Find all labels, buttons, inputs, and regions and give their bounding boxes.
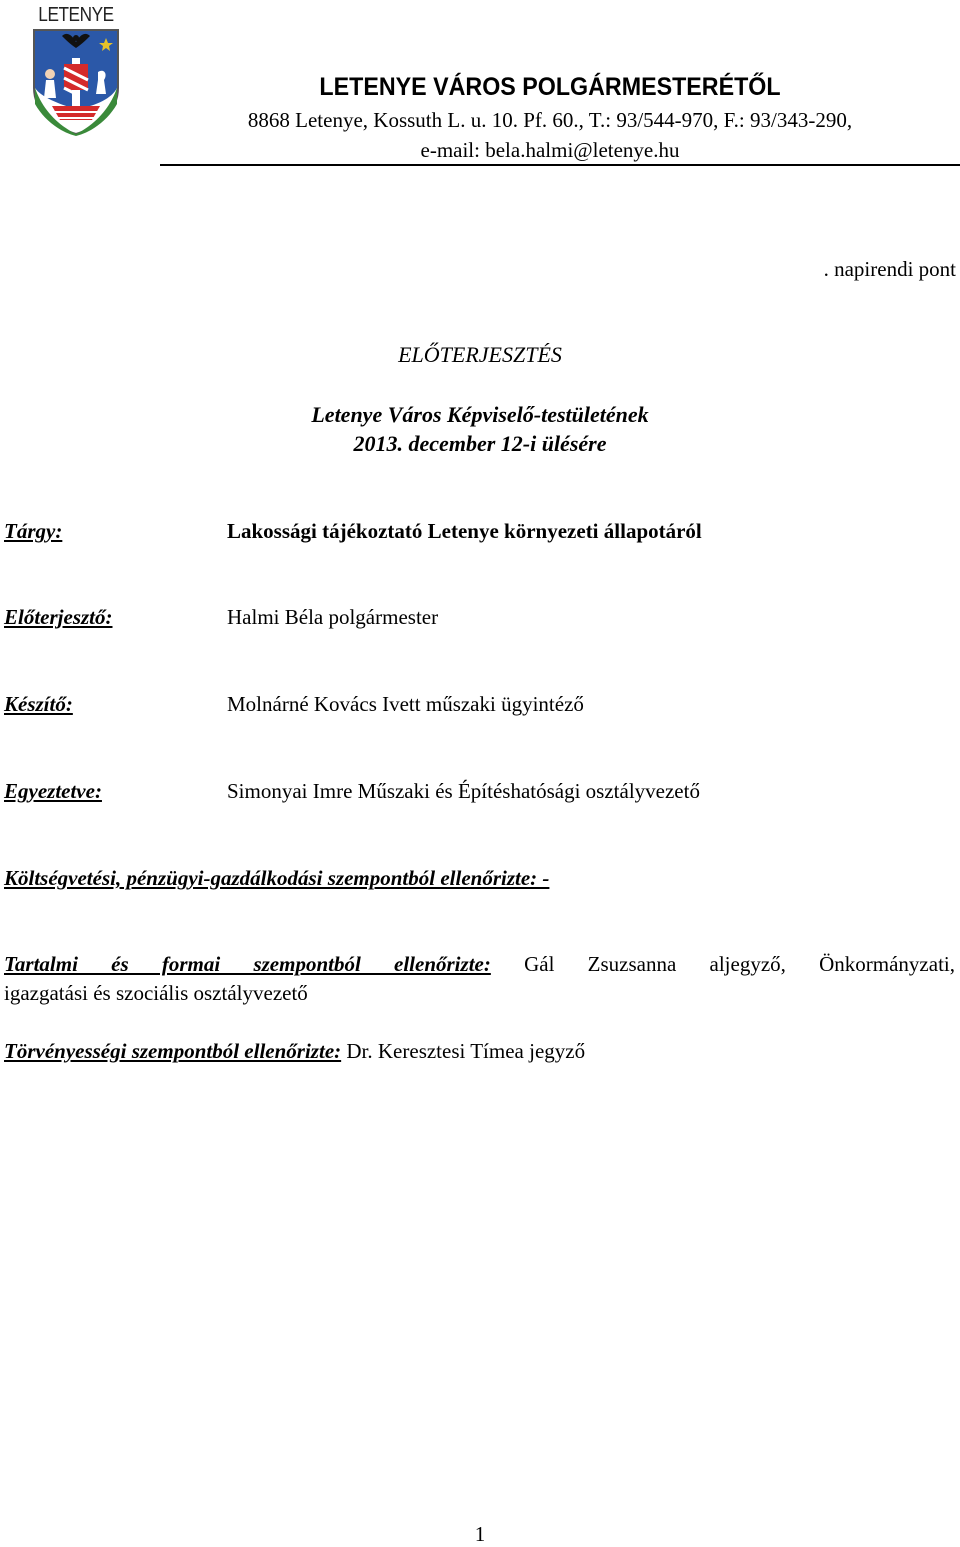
coat-of-arms-icon [32,28,120,136]
document-title: ELŐTERJESZTÉS [398,342,562,367]
submitter-value: Halmi Béla polgármester [227,605,439,629]
agenda-point: . napirendi pont [823,257,956,281]
header-title: LETENYE VÁROS POLGÁRMESTERÉTŐL [319,73,781,101]
coordinated-label: Egyeztetve: [4,779,102,803]
header-email: e-mail: bela.halmi@letenye.hu [420,138,680,162]
subject-label: Tárgy: [4,519,63,543]
submitter-label: Előterjesztő: [4,605,113,629]
content-check-value-line2: igazgatási és szociális osztályvezető [4,981,308,1005]
document-subtitle-line1: Letenye Város Képviselő-testületének [311,402,649,427]
page-number: 1 [474,1522,486,1546]
content-check [4,950,955,1008]
content-check-value-line1: Gál Zsuzsanna aljegyző, Önkormányzati, [524,952,955,976]
preparer-value: Molnárné Kovács Ivett műszaki ügyintéző [227,692,584,716]
logo-text: LETENYE [38,4,114,26]
content-check-label: Tartalmi és formai szempontból ellenőrizte: [4,952,491,976]
document-subtitle-line2: 2013. december 12-i ülésére [353,431,607,456]
coordinated-value: Simonyai Imre Műszaki és Építéshatósági osztályvezető [227,779,700,803]
city-logo [28,4,124,136]
legal-check-label: Törvényességi szempontból ellenőrizte: [4,1039,342,1063]
legal-check [4,1037,955,1066]
legal-check-value: Dr. Keresztesi Tímea jegyző [346,1039,586,1063]
budget-check [4,864,955,893]
header-address: 8868 Letenye, Kossuth L. u. 10. Pf. 60., T.: 93/544-970, F.: 93/343-290, [247,108,853,132]
content-check-line1 [4,950,955,979]
subject-value: Lakossági tájékoztató Letenye környezeti állapotáról [227,519,702,543]
header-divider [160,164,960,166]
budget-check-label: Költségvetési, pénzügyi-gazdálkodási szempontból ellenőrizte: - [4,866,550,890]
preparer-label: Készítő: [4,692,73,716]
